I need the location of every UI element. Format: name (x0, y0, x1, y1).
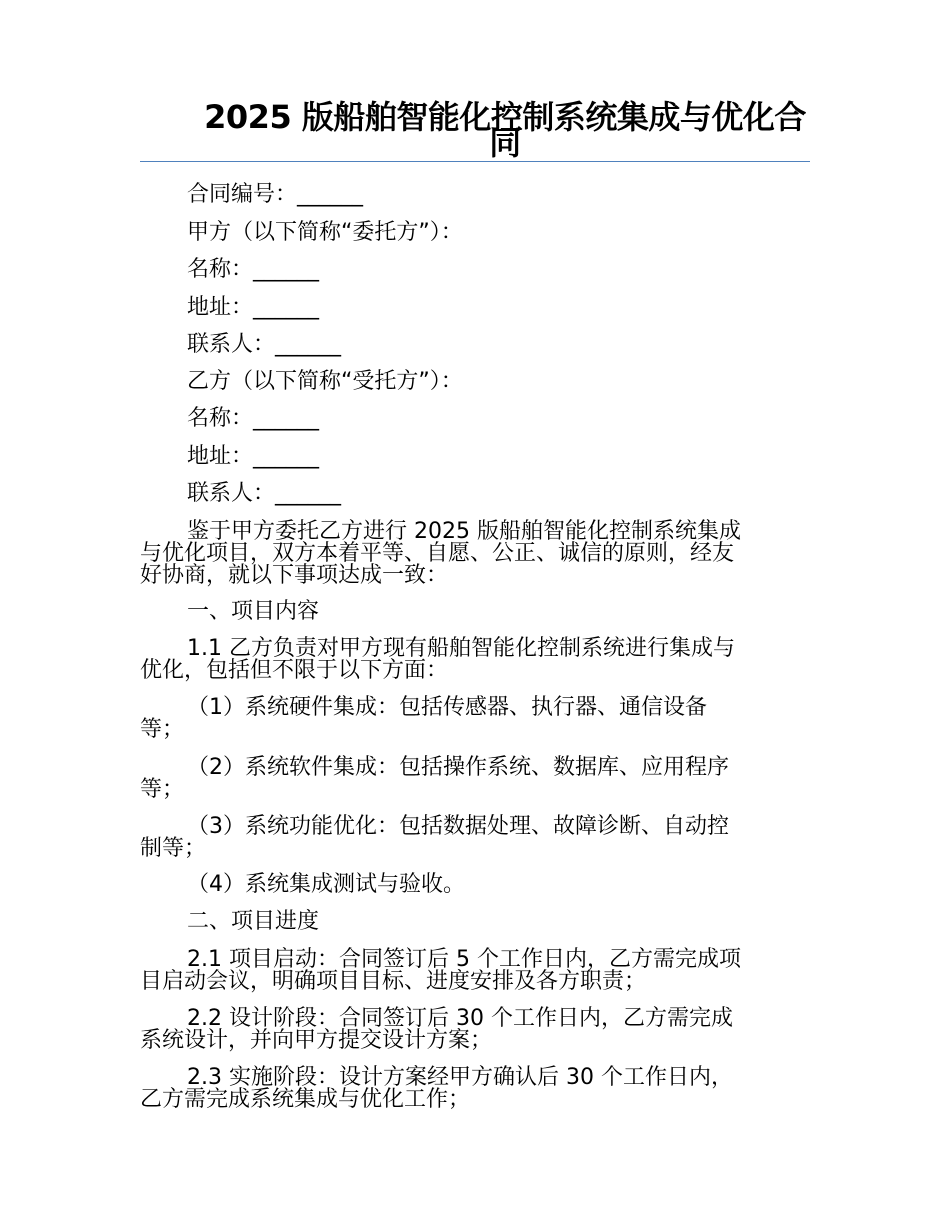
document-title: 2025 版船舶智能化控制系统集成与优化合同 (204, 98, 806, 162)
preamble-line: 好协商，就以下事项达成一致： (140, 563, 449, 588)
party-a-name-field: 名称：______ (187, 257, 320, 282)
sub-item (140, 816, 810, 860)
sub-item (140, 757, 810, 801)
clause-line: 2.3 实施阶段：设计方案经甲方确认后 30 个工作日内， (187, 1065, 733, 1090)
title-underline (140, 161, 810, 162)
preamble-paragraph (140, 521, 810, 587)
sub-item-line: （1）系统硬件集成：包括传感器、执行器、通信设备 (187, 695, 707, 720)
sub-item (140, 874, 810, 896)
clause-line: 2.2 设计阶段：合同签订后 30 个工作日内，乙方需完成 (187, 1006, 733, 1031)
clause-line: 优化，包括但不限于以下方面： (140, 658, 449, 683)
sub-item-line: （3）系统功能优化：包括数据处理、故障诊断、自动控 (187, 814, 729, 839)
clause-line: 2.1 项目启动：合同签订后 5 个工作日内，乙方需完成项 (187, 947, 741, 972)
clause-2-1 (140, 949, 810, 993)
sub-item-line: 等； (140, 777, 185, 802)
preamble-line: 与优化项目，双方本着平等、自愿、公正、诚信的原则，经友 (140, 541, 735, 566)
sub-item-line: （2）系统软件集成：包括操作系统、数据库、应用程序 (187, 755, 729, 780)
party-b-name-field: 名称：______ (187, 406, 320, 431)
sub-item-line: 等； (140, 717, 185, 742)
section-heading: 一、项目内容 (187, 599, 320, 624)
sub-item (140, 697, 810, 741)
section-heading: 二、项目进度 (187, 909, 320, 934)
party-b-address-field: 地址：______ (187, 444, 320, 469)
clause-1-1 (140, 638, 810, 682)
clause-line: 乙方需完成系统集成与优化工作； (140, 1087, 471, 1112)
contract-number-field: 合同编号：______ (187, 182, 364, 207)
party-b-contact-field: 联系人：______ (187, 481, 342, 506)
clause-line: 1.1 乙方负责对甲方现有船舶智能化控制系统进行集成与 (187, 636, 735, 661)
sub-item-line: （4）系统集成测试与验收。 (187, 872, 465, 897)
party-a-contact-field: 联系人：______ (187, 332, 342, 357)
preamble-line: 鉴于甲方委托乙方进行 2025 版船舶智能化控制系统集成 (187, 519, 741, 544)
clause-2-2 (140, 1008, 810, 1052)
sub-item-line: 制等； (140, 836, 207, 861)
party-a-heading: 甲方（以下简称“委托方”）： (187, 220, 463, 245)
party-b-heading: 乙方（以下简称“受托方”）： (187, 369, 463, 394)
clause-line: 目启动会议，明确项目目标、进度安排及各方职责； (140, 969, 647, 994)
clause-line: 系统设计，并向甲方提交设计方案； (140, 1028, 493, 1053)
party-a-address-field: 地址：______ (187, 295, 320, 320)
clause-2-3 (140, 1067, 810, 1111)
